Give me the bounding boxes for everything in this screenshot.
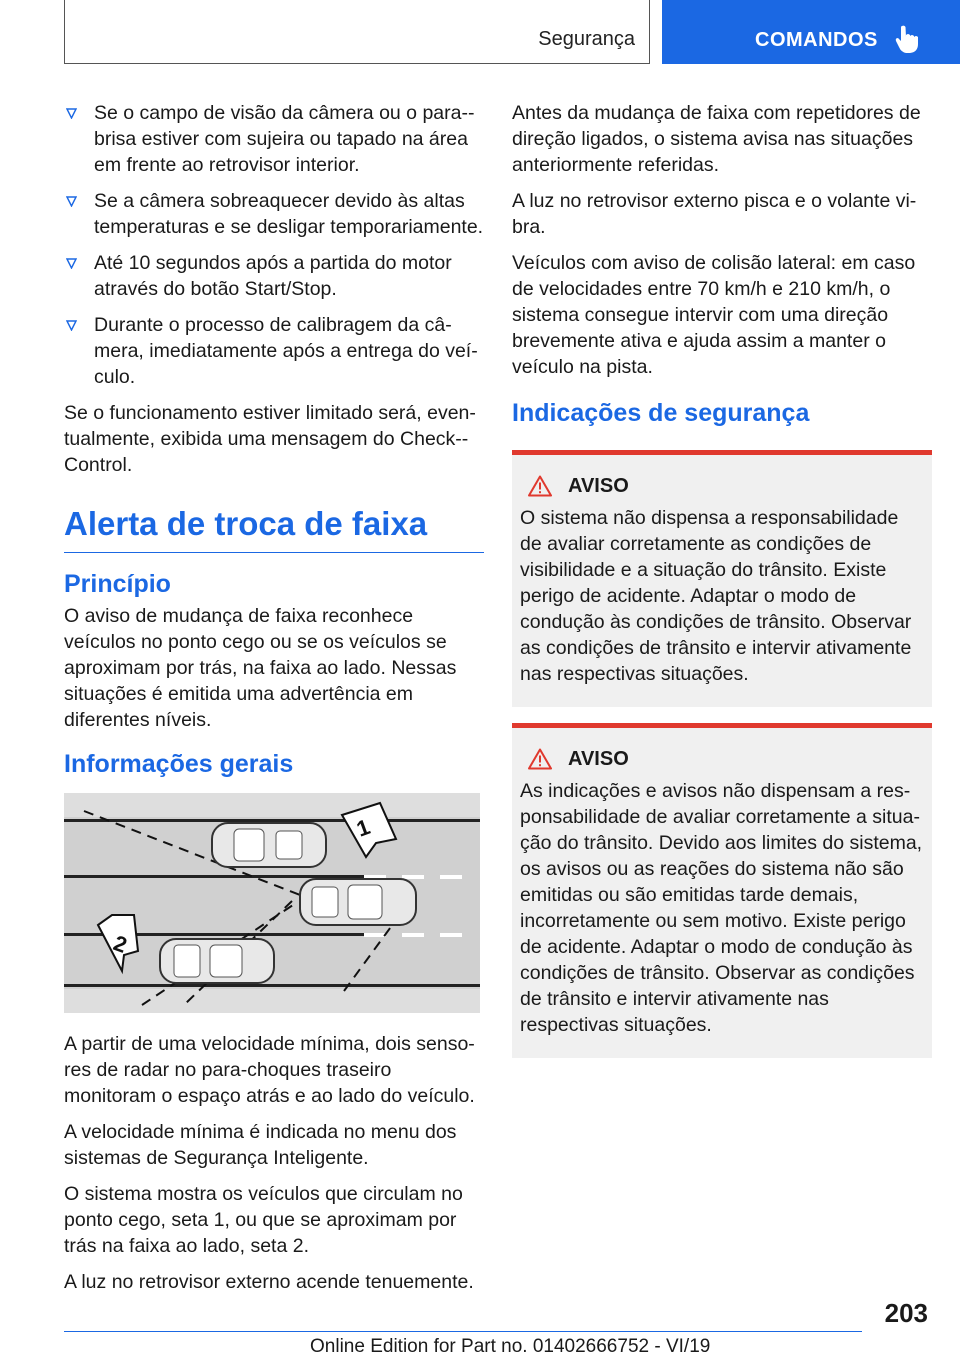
- car-top-lane: [212, 823, 326, 867]
- list-item: Durante o processo de calibragem da câmera, imediatamente após a entrega do veículo.: [64, 312, 484, 390]
- list-item: Se a câmera sobreaquecer devido às altas temperaturas e se desligar temporariamente.: [64, 188, 484, 240]
- warning-triangle-icon: [528, 475, 552, 497]
- svg-text:2: 2: [110, 930, 131, 958]
- warning-text: O sistema não dispensa a responsabilidade de avaliar corretamente as condições de visibilidade e a situação do trânsito. Existe perigo de acidente. Adaptar o modo de condução às condições de trânsito. Observar as condições de trânsito e intervir ativamente nas respectivas situações.: [520, 507, 912, 685]
- car-middle-lane: [300, 879, 416, 925]
- warning-triangle-icon: [528, 748, 552, 770]
- header-section-title: Segurança: [538, 28, 635, 50]
- mirror-flash-paragraph: A luz no retrovisor externo pisca e o volante vibra.: [512, 190, 917, 238]
- footer-edition: Online Edition for Part no. 01402666752 - VI/19: [310, 1336, 711, 1357]
- lane-change-diagram: [64, 793, 480, 1013]
- principle-paragraph: O aviso de mudança de faixa reconhece veículos no ponto cego ou se os veículos se aproximam por trás, na faixa ao lado. Nessas situações é emitida uma advertência em diferentes níveis.: [64, 605, 457, 731]
- general-info-title: Informações gerais: [64, 750, 294, 778]
- side-collision-paragraph: Veículos com aviso de colisão lateral: em caso de velocidades entre 70 km/h e 210 km/h, o sistema consegue intervir com uma direção brevemente ativa e ajuda assim a manter o veículo na pista.: [512, 252, 916, 378]
- warning-box: [512, 723, 932, 1058]
- car-bottom-lane: [160, 939, 274, 983]
- section-title: Alerta de troca de faixa: [64, 502, 484, 553]
- header-chapter-title: COMANDOS: [755, 29, 878, 51]
- bullet-triangle-icon: [66, 258, 77, 269]
- header-chapter-tab[interactable]: [662, 0, 960, 64]
- svg-text:1: 1: [353, 814, 374, 842]
- header-section-box: [64, 0, 650, 64]
- list-item: Até 10 segundos após a partida do motor através do botão Start/Stop.: [64, 250, 484, 302]
- list-item: Se o campo de visão da câmera ou o para--brisa estiver com sujeira ou tapado na área em frente ao retrovisor interior.: [64, 100, 484, 178]
- warning-title: AVISO: [568, 475, 629, 497]
- right-column: [512, 100, 932, 1074]
- bullet-triangle-icon: [66, 108, 77, 119]
- condition-list: [64, 100, 484, 390]
- lane-change-illustration: [64, 793, 480, 1013]
- turn-signal-paragraph: Antes da mudança de faixa com repetidores de direção ligados, o sistema avisa nas situações anteriormente referidas.: [512, 102, 921, 176]
- bullet-triangle-icon: [66, 196, 77, 207]
- display-paragraph: O sistema mostra os veículos que circulam no ponto cego, seta 1, ou que se aproximam por trás na faixa ao lado, seta 2.: [64, 1183, 463, 1257]
- warning-title: AVISO: [568, 748, 629, 770]
- pointing-hand-icon: [894, 24, 922, 54]
- footer-divider: [64, 1331, 862, 1332]
- principle-title: Princípio: [64, 570, 171, 598]
- min-speed-paragraph: A velocidade mínima é indicada no menu dos sistemas de Segurança Inteligente.: [64, 1121, 457, 1169]
- mirror-light-paragraph: A luz no retrovisor externo acende tenuemente.: [64, 1271, 474, 1293]
- page-number: 203: [884, 1298, 928, 1328]
- left-column: [64, 100, 484, 1305]
- warning-text: As indicações e avisos não dispensam a responsabilidade de avaliar corretamente a situação do trânsito. Devido aos limites do sistema, os avisos ou as reações do sistema não são emitidas ou são emitidas tarde demais, incorretamente ou sem motivo. Existe perigo de acidente. Adaptar o modo de condução às condições de trânsito. Observar as condições de trânsito e intervir ativamente nas respectivas situações.: [520, 780, 923, 1036]
- warning-box: [512, 450, 932, 707]
- safety-title: Indicações de segurança: [512, 399, 810, 427]
- bullet-triangle-icon: [66, 320, 77, 331]
- radar-paragraph: A partir de uma velocidade mínima, dois sensores de radar no para-choques traseiro monitoram o espaço atrás e ao lado do veículo.: [64, 1033, 475, 1107]
- limited-function-paragraph: Se o funcionamento estiver limitado será, eventualmente, exibida uma mensagem do Check--Control.: [64, 402, 476, 476]
